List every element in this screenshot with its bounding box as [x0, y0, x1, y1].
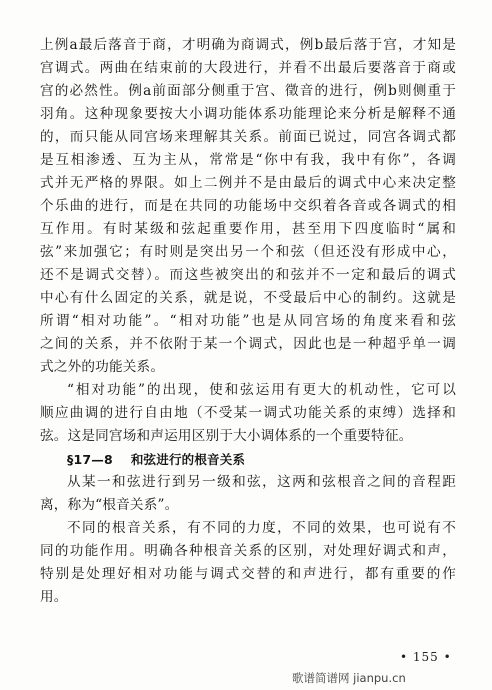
text-line: 上例a最后落音于商，才明确为商调式，例b最后落于宫，才知是 — [40, 37, 456, 53]
text-line: 顺应曲调的进行自由地（不受某一调式功能关系的束缚）选择和 — [40, 405, 456, 421]
text-line: 式并无严格的界限。如上二例并不是由最后的调式中心来决定整 — [40, 175, 456, 191]
text-line: 宫的必然性。例a前面部分侧重于宫、徵音的进行，例b则侧重于 — [40, 83, 456, 99]
section-title: 和弦进行的根音关系 — [130, 452, 246, 467]
text-line: 式之外的功能关系。 — [40, 359, 165, 375]
text-line: 用。 — [40, 589, 68, 605]
text-line: 还不是调式交替）。而这些被突出的和弦并不一定和最后的调式 — [40, 267, 456, 283]
paragraph-group-2 — [40, 471, 456, 609]
section-number: §17—8 — [67, 452, 113, 467]
text-line: 离，称为“根音关系”。 — [40, 497, 179, 513]
section-heading — [40, 448, 456, 471]
text-line: 弦”来加强它；有时则是突出另一个和弦（但还没有形成中心， — [40, 244, 456, 260]
text-line: 弦。这是同宫场和声运用区别于大小调体系的一个重要特征。 — [40, 428, 413, 444]
text-line: 羽角。这种现象要按大小调功能体系功能理论来分析是解释不通 — [40, 106, 456, 122]
page-number: • 155 • — [400, 650, 452, 664]
body-text — [40, 34, 456, 609]
text-line: 宫调式。两曲在结束前的大段进行，并看不出最后要落音于商或 — [40, 60, 456, 76]
text-line: 的，而只能从同宫场来理解其关系。前面已说过，同宫各调式都 — [40, 129, 456, 145]
text-line: 不同的根音关系，有不同的力度，不同的效果，也可说有不 — [67, 520, 456, 536]
text-line: 个乐曲的进行，而是在共同的功能场中交织着各音或各调式的相 — [40, 198, 456, 214]
text-line: 特别是处理好相对功能与调式交替的和声进行，都有重要的作 — [40, 566, 456, 582]
text-line: 同的功能作用。明确各种根音关系的区别，对处理好调式和声， — [40, 543, 456, 559]
text-line: 互作用。有时某级和弦起重要作用，甚至用下四度临时“属和 — [40, 221, 456, 237]
text-line: “相对功能”的出现，使和弦运用有更大的机动性，它可以 — [67, 382, 456, 398]
text-line: 是互相渗透、互为主从，常常是“你中有我，我中有你”，各调 — [40, 152, 456, 168]
paragraph-group-1 — [40, 34, 456, 448]
text-line: 中心有什么固定的关系，就是说，不受最后中心的制约。这就是 — [40, 290, 456, 306]
text-line: 从某一和弦进行到另一级和弦，这两和弦根音之间的音程距 — [67, 474, 456, 490]
site-watermark: 歌谱简谱网 jianpu.cn — [292, 671, 406, 685]
text-line: 所谓“相对功能”。“相对功能”也是从同宫场的角度来看和弦 — [40, 313, 456, 329]
text-line: 之间的关系，并不依附于某一个调式，因此也是一种超乎单一调 — [40, 336, 456, 352]
